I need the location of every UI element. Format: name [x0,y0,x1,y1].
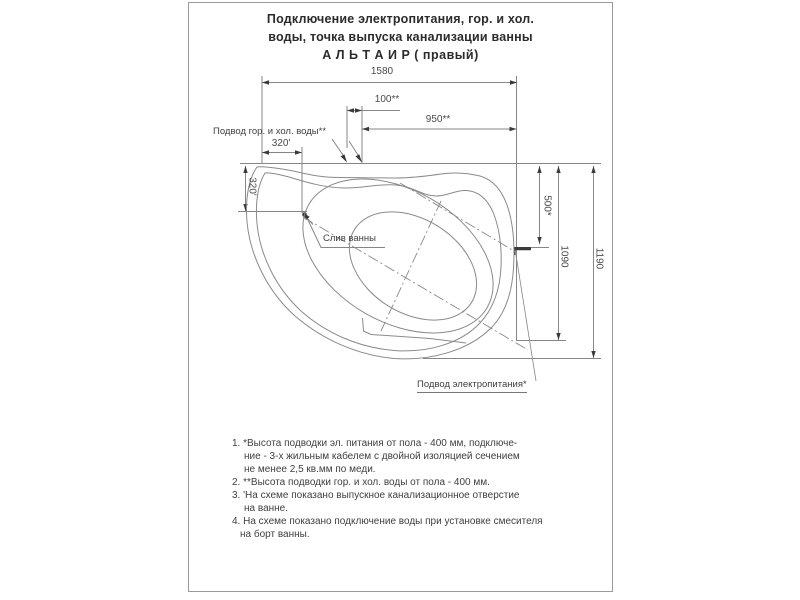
dim-label-950: 950** [425,114,451,125]
dim-label-500: 500* [541,195,553,216]
page-title-line-2: воды, точка выпуска канализации ванны [268,30,533,44]
dim-label-320-vertical: 320' [246,177,258,196]
water-supply-label: Подвод гор. и хол. воды** [213,126,327,137]
note-line: на ванне. [244,503,289,514]
tub-inner-rim-contour [256,173,501,351]
note-line: 4. На схеме показано подключение воды при установке смесителя [232,516,543,527]
dim-label-320-horizontal: 320' [271,138,291,149]
note-line: на борт ванны. [240,529,310,540]
tub-outer-contour [246,167,513,359]
dim-label-1190: 1190 [593,247,605,270]
page-title-line-1: Подключение электропитания, гор. и хол. [266,12,535,26]
page-title-line-3: А Л Ь Т А И Р ( правый) [322,48,479,62]
drain-label: Слив ванны [323,233,376,244]
note-line: 1. *Высота подводки эл. питания от пола - 400 мм, подключе- [232,438,518,449]
dim-label-1580: 1580 [370,66,394,77]
tub-basin-contour [276,147,520,364]
note-line: 2. **Высота подводки гор. и хол. воды от пола - 400 мм. [232,477,490,488]
notes-block [232,437,602,541]
dim-label-1090: 1090 [558,245,570,268]
note-line: не менее 2,5 кв.мм по меди. [244,464,376,475]
note-line: ние - 3-х жильным кабелем с двойной изоляцией сечением [244,451,520,462]
dim-label-100: 100** [374,94,400,105]
power-supply-label: Подвод электропитания* [417,379,527,393]
tub-ledge-step [363,318,467,343]
bathtub-contours [246,147,520,364]
note-line: 3. 'На схеме показано выпускное канализационное отверстие [232,490,520,501]
tub-bottom-contour [330,190,497,343]
